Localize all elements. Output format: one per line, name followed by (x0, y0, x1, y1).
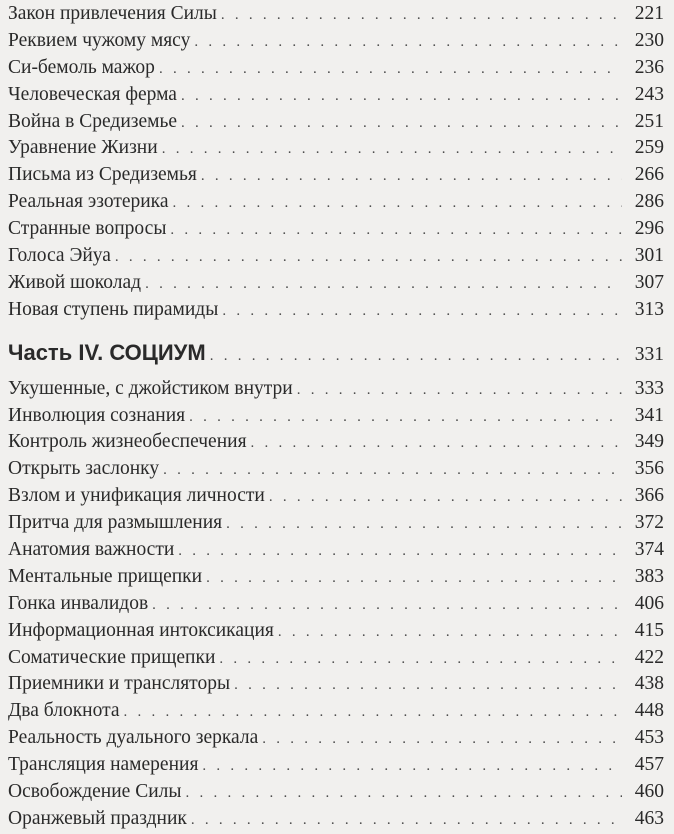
dot-leader (189, 404, 622, 431)
toc-entry[interactable] (8, 483, 664, 510)
dot-leader (210, 348, 622, 365)
toc-entry-title: Закон привлечения Силы (8, 3, 217, 24)
dot-leader (178, 538, 622, 565)
dot-leader (163, 457, 622, 484)
toc-entry[interactable] (8, 456, 664, 483)
toc-entry-title: Реквием чужому мясу (8, 29, 191, 51)
part-page-number: 331 (634, 343, 664, 365)
toc-entry-page-number: 383 (634, 565, 664, 587)
toc-entry-title: Два блокнота (8, 700, 120, 722)
dot-leader (297, 377, 622, 404)
toc-entry[interactable] (8, 618, 664, 645)
toc-entry-page-number: 333 (634, 377, 664, 399)
dot-leader (201, 163, 622, 190)
toc-entry[interactable] (8, 297, 664, 324)
toc-entry-page-number: 453 (634, 727, 664, 749)
dot-leader (222, 298, 622, 325)
dot-leader (181, 83, 622, 110)
dot-leader (194, 29, 622, 56)
toc-entry-page-number: 356 (634, 458, 664, 480)
toc-entry[interactable] (8, 537, 664, 564)
toc-entry-title: Си-бемоль мажор (8, 56, 155, 78)
toc-entry-page-number: 341 (634, 404, 664, 426)
dot-leader (226, 511, 622, 538)
toc-entry-page-number: 422 (634, 646, 664, 668)
toc-entry-page-number: 266 (634, 164, 664, 186)
dot-leader (152, 592, 622, 619)
toc-entry-title: Уравнение Жизни (8, 137, 158, 159)
toc-entry[interactable] (8, 806, 664, 833)
dot-leader (170, 217, 622, 244)
dot-leader (262, 726, 622, 753)
toc-entry-page-number: 236 (634, 56, 664, 78)
toc-entry[interactable] (8, 752, 664, 779)
toc-entry-title: Соматические прищепки (8, 646, 216, 668)
toc-entry[interactable] (8, 162, 664, 189)
dot-leader (162, 136, 622, 163)
toc-entry-page-number: 457 (634, 754, 664, 776)
toc-entry-title: Трансляция намерения (8, 754, 199, 776)
dot-leader (251, 430, 622, 457)
toc-entry-title: Человеческая ферма (8, 83, 177, 105)
toc-entry[interactable] (8, 28, 664, 55)
toc-entry-title: Инволюция сознания (8, 404, 186, 426)
toc-entry-title: Ментальные прищепки (8, 565, 203, 587)
toc-entry[interactable] (8, 725, 664, 752)
dot-leader (206, 565, 622, 592)
toc-entry-title: Укушенные, с джойстиком внутри (8, 377, 293, 399)
dot-leader (219, 646, 622, 673)
toc-entry-title: Письма из Средиземья (8, 164, 197, 186)
toc-entry[interactable] (8, 591, 664, 618)
toc-entry-title: Гонка инвалидов (8, 592, 149, 614)
toc-entry[interactable] (8, 671, 664, 698)
toc-entry[interactable] (8, 243, 664, 270)
toc-entry-title: Анатомия важности (8, 539, 175, 561)
toc-entry-page-number: 243 (634, 83, 664, 105)
toc-entry-page-number: 448 (634, 700, 664, 722)
toc-entry[interactable] (8, 779, 664, 806)
dot-leader (191, 807, 622, 834)
toc-entry-page-number: 463 (634, 807, 664, 829)
toc-entry-page-number: 349 (634, 431, 664, 453)
dot-leader (115, 244, 622, 271)
toc-entry-title: Взлом и унификация личности (8, 485, 265, 507)
dot-leader (173, 190, 622, 217)
dot-leader (185, 780, 622, 807)
toc-entry-page-number: 230 (634, 29, 664, 51)
dot-leader (181, 110, 622, 137)
part-title: Часть IV. СОЦИУМ (8, 339, 206, 365)
toc-entry-title: Приемники и трансляторы (8, 673, 231, 695)
toc-entry-page-number: 313 (634, 298, 664, 320)
toc-entry[interactable] (8, 189, 664, 216)
toc-list-top (8, 0, 664, 324)
toc-entry-page-number: 296 (634, 218, 664, 240)
dot-leader (159, 56, 622, 83)
toc-entry-page-number: 415 (634, 619, 664, 641)
toc-entry-title: Голоса Эйуа (8, 245, 111, 267)
dot-leader (202, 753, 622, 780)
toc-entry[interactable] (8, 403, 664, 430)
toc-entry-title: Странные вопросы (8, 218, 167, 240)
dot-leader (234, 672, 622, 699)
toc-entry-page-number: 460 (634, 781, 664, 803)
dot-leader (221, 2, 622, 29)
dot-leader (278, 619, 622, 646)
toc-entry-title: Реальность дуального зеркала (8, 727, 259, 749)
toc-entry-page-number: 372 (634, 512, 664, 534)
toc-entry-title: Информационная интоксикация (8, 619, 274, 641)
toc-entry[interactable] (8, 109, 664, 136)
toc-entry-title: Освобождение Силы (8, 781, 182, 803)
toc-entry-title: Притча для размышления (8, 512, 223, 534)
toc-entry-page-number: 301 (634, 245, 664, 267)
toc-entry-page-number: 221 (634, 3, 664, 24)
part-heading[interactable] (8, 340, 664, 374)
toc-entry[interactable] (8, 216, 664, 243)
toc-entry[interactable] (8, 270, 664, 297)
toc-entry-title: Живой шоколад (8, 271, 142, 293)
toc-entry-page-number: 307 (634, 271, 664, 293)
toc-entry[interactable] (8, 1, 664, 28)
toc-entry[interactable] (8, 698, 664, 725)
toc-entry-page-number: 251 (634, 110, 664, 132)
toc-entry-title: Реальная эзотерика (8, 191, 169, 213)
toc-entry-page-number: 406 (634, 592, 664, 614)
toc-entry[interactable] (8, 645, 664, 672)
toc-entry-page-number: 366 (634, 485, 664, 507)
toc-entry[interactable] (8, 564, 664, 591)
toc-list-part (8, 376, 664, 833)
toc-entry-page-number: 438 (634, 673, 664, 695)
dot-leader (269, 484, 622, 511)
toc-entry[interactable] (8, 82, 664, 109)
toc-entry[interactable] (8, 510, 664, 537)
toc-entry[interactable] (8, 135, 664, 162)
toc-entry[interactable] (8, 376, 664, 403)
toc-entry[interactable] (8, 55, 664, 82)
toc-entry-page-number: 286 (634, 191, 664, 213)
toc-entry-title: Оранжевый праздник (8, 807, 187, 829)
toc-entry[interactable] (8, 429, 664, 456)
toc-entry-page-number: 374 (634, 539, 664, 561)
toc-entry-title: Контроль жизнеобеспечения (8, 431, 247, 453)
toc-entry-page-number: 259 (634, 137, 664, 159)
dot-leader (145, 271, 622, 298)
toc-entry-title: Новая ступень пирамиды (8, 298, 219, 320)
toc-entry-title: Открыть заслонку (8, 458, 160, 480)
toc-entry-title: Война в Средиземье (8, 110, 177, 132)
dot-leader (124, 699, 622, 726)
